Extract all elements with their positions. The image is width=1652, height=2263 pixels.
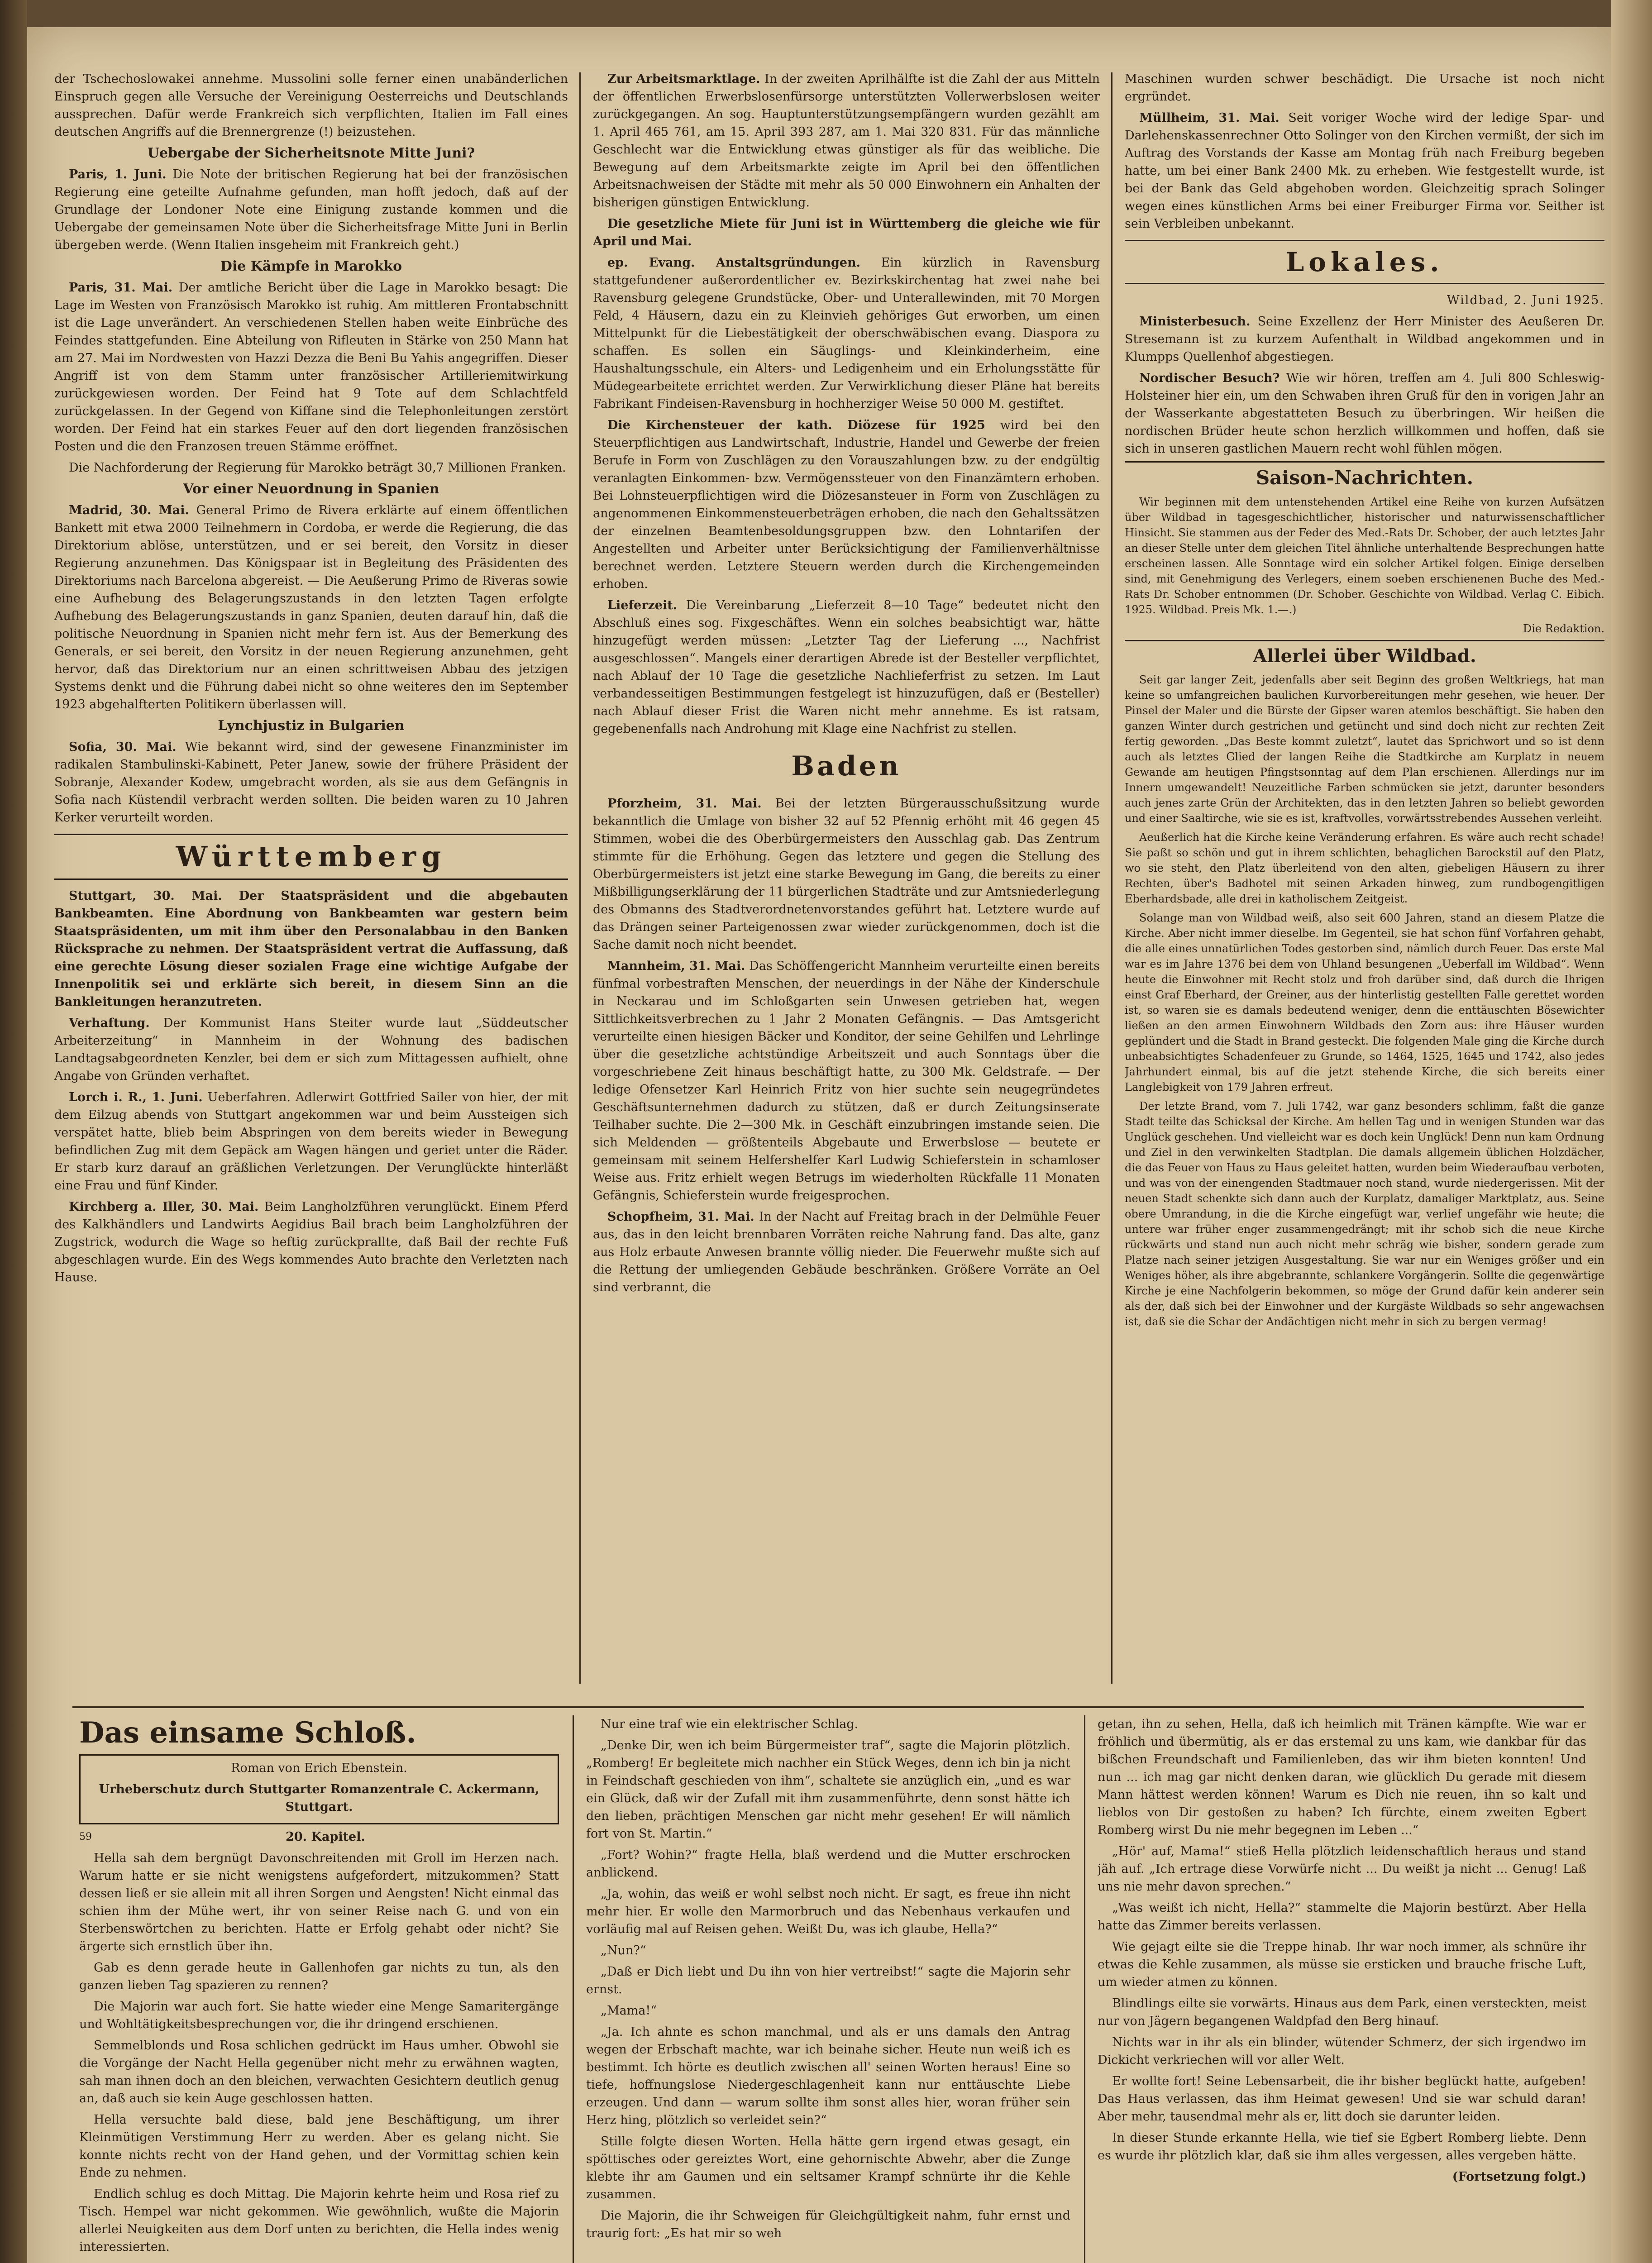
heading-saison: Saison-Nachrichten.: [1125, 461, 1604, 491]
article-schopfheim: Schopfheim, 31. Mai. In der Nacht auf Freitag brach in der Delmühle Feuer aus, das in den leicht brennbaren Vorräten reiche Nahrung fand. Das alte, ganz aus Holz erbaute Anwesen brannte völlig nieder. Die Feuerwehr mußte sich auf die Rettung der umliegenden Gebäude beschränken. Größere Vorräte an Oel sind verbrannt, die: [593, 1210, 1100, 1294]
serial-mid-9: Stille folgte diesen Worten. Hella hätte gern irgend etwas gesagt, ein spöttisches oder gereiztes Wort, eine gehornischte Abwehr, aber die Zunge klebte ihr am Gaumen und ein seltsamer Krampf schnürte ihr die Kehle zusammen.: [586, 2134, 1070, 2201]
serial-divider-1: [573, 1715, 574, 2263]
serial-divider: [72, 1706, 1584, 1708]
heading-marokko: Die Kämpfe in Marokko: [220, 258, 402, 274]
column-2: [593, 70, 1100, 1690]
heading-spanien: Vor einer Neuordnung in Spanien: [183, 481, 439, 497]
article-spanien: Madrid, 30. Mai. General Primo de Rivera erklärte auf einem öffentlichen Bankett mit etwa 2000 Teilnehmern in Cordoba, er werde die Regierung, die das Direktorium ablöse, unterstützen, und er sei bereit, den Vorsitz in dieser Regierung anzunehmen. Das Königspaar ist in Begleitung des Präsidenten des Direktoriums nach Barcelona abgereist. — Die Aeußerung Primo de Riveras sowie eine Aufhebung des Belagerungszustands in den letzten Tagen erfolgte Aufhebung des Belagerungszustands in ganz Spanien, deuten darauf hin, daß die politische Neuordnung in Spanien nicht mehr fern ist. Aus der Bemerkung des Generals, er sei bereit, den Vorsitz in der neuen Regierung anzunehmen, geht hervor, daß das Direktorium nur an einen schrittweisen Abbau des jetzigen Systems denkt und die Führung dabei nicht so ohne weiteres den im September 1923 abgehalfterten Politikern überlassen will.: [54, 503, 568, 711]
article-muellheim: Müllheim, 31. Mai. Seit voriger Woche wird der ledige Spar- und Darlehenskassenrechner Otto Solinger von den Kirchen vermißt, der sich im Auftrag des Vorstands der Kasse am Montag früh nach Freiburg begeben hatte, um bei einer Bank 2400 Mk. zu erheben. Wie festgestellt wurde, ist bei der Bank das Geld abgehoben worden. Gleichzeitig sprach Solinger wegen eines künstlichen Arms bei einer Freiburger Firma vor. Seither ist sein Verbleiben unbekannt.: [1125, 111, 1604, 231]
serial-left-4: Semmelblonds und Rosa schlichen gedrückt im Haus umher. Obwohl sie die Vorgänge der Nacht Hella gegenüber nicht mehr zu erwähnen wagten, sah man ihnen doch an den bleichen, verwachten Gesichtern deutlich genug an, daß auch sie kein Auge geschlossen hatten.: [79, 2039, 559, 2105]
article-continued: Maschinen wurden schwer beschädigt. Die Ursache ist noch nicht ergründet.: [1125, 72, 1604, 104]
book-binding: [0, 0, 27, 2263]
article-mannheim: Mannheim, 31. Mai. Das Schöffengericht Mannheim verurteilte einen bereits fünfmal vorbestraften Menschen, der neuerdings in der Nähe der Kinderschule in Neckarau und im Schloßgarten sein Unwesen getrieben hat, wegen Sittlichkeitsverbrechen zu 1 Jahr 2 Monaten Gefängnis. — Das Amtsgericht verurteilte einen hiesigen Bäcker und Konditor, der seine Gehilfen und Lehrlinge über die gesetzliche achtstündige Arbeitszeit und auch Sonntags über die vorgeschriebene Zeit hinaus beschäftigt hatte, zu 300 Mk. Geldstrafe. — Der ledige Ofensetzer Karl Heinrich Fritz von hier suchte sein neugegründetes Geschäftsunternehmen dadurch zu stützen, daß er durch Zeitungsinserate Teilhaber suchte. Die 2—300 Mk. in Geschäft einzubringen imstande seien. Die sich Meldenden — größtenteils Abgebaute und Erwerbslose — beutete er gemeinsam mit seinem Helfershelfer Karl Ludwig Schieferstein in schamloser Weise aus. Fritz erhielt wegen Betrugs im wiederholten Rückfalle 11 Monaten Gefängnis, Schieferstein wurde freigesprochen.: [593, 959, 1100, 1203]
newspaper-page: [27, 27, 1611, 2263]
wildbad-para-2: Aeußerlich hat die Kirche keine Veränderung erfahren. Es wäre auch recht schade! Sie paßt so schön und gut in ihrem schlichten, behaglichen Barockstil auf den Platz, wo sie steht, den Platz überleitend von den alten, giebeligen Häusern zu ihrer Rechten, über's Badhotel mit seinen Arkaden hinweg, zum rundbogengitligen Eberhardsbade, alle drei in katholischem Zeitgeist.: [1125, 831, 1604, 905]
article-nordischer-besuch: Nordischer Besuch? Wie wir hören, treffen am 4. Juli 800 Schleswig-Holsteiner hier ein, um den Schwaben ihren Gruß für den in vorigen Jahr an der Wasserkante abgestatteten Besuch zu überbringen. Wir heißen die nordischen Brüder heute schon herzlich willkommen und hoffen, daß sie sich in unseren gastlichen Mauern recht wohl fühlen mögen.: [1125, 371, 1604, 456]
serial-left-3: Die Majorin war auch fort. Sie hatte wieder eine Menge Samaritergänge und Wohltätigkeitsbesprechungen vor, die ihr dringend erschienen.: [79, 2000, 559, 2031]
serial-right-4: Wie gejagt eilte sie die Treppe hinab. Ihr war noch immer, als schnüre ihr etwas die Kehle zusammen, als müsse sie ersticken und brauche frische Luft, um wieder atmen zu können.: [1098, 1940, 1586, 1989]
serial-mid-1: Nur eine traf wie ein elektrischer Schlag.: [601, 1717, 859, 1731]
column-1: [54, 70, 568, 1690]
serial-mid-7: „Mama!“: [601, 2004, 657, 2018]
wildbad-para-3: Solange man von Wildbad weiß, also seit 600 Jahren, stand an diesem Platze die Kirche. Aber nicht immer dieselbe. Im Gegenteil, sie hat schon fünf Vorfahren gehabt, die alle eines unnatürlichen Todes gestorben sind, nämlich durch Feuer. Das erste Mal war es im Jahre 1376 bei dem von Uhland besungenen „Ueberfall im Wildbad“. Wenn heute die Einwohner mit Recht stolz und froh darüber sind, daß durch die Ihrigen einst Graf Eberhard, der Greiner, aus der hinterlistig gestellten Falle gerettet worden ist, so waren sie es damals bedeutend weniger, denn die enttäuschten Bösewichter ließen an den armen Einwohnern Wildbads den Zorn aus: ihre Häuser wurden geplündert und die Stadt in Brand gesteckt. Die folgenden Male ging die Kirche durch unbeabsichtigtes Schadenfeuer zu Grunde, so 1464, 1525, 1645 und 1742, also jedes Jahrhundert einmal, bis auf die jetzt stehende Kirche, die sich bereits einer Langlebigkeit von 179 Jahren erfreut.: [1125, 912, 1604, 1093]
serial-mid-5: „Nun?“: [601, 1943, 646, 1957]
serial-number: 59: [79, 1831, 92, 1843]
serial-continuation: (Fortsetzung folgt.): [1452, 2170, 1586, 2184]
serial-right-8: In dieser Stunde erkannte Hella, wie tief sie Egbert Romberg liebte. Denn es wurde ihr plötzlich klar, daß sie ihm alles vergessen, alles vergeben hätte.: [1098, 2131, 1586, 2163]
dateline: Wildbad, 2. Juni 1925.: [1447, 293, 1604, 307]
serial-col-2: [586, 1715, 1070, 2263]
section-wuerttemberg: Württemberg: [54, 834, 568, 880]
serial-mid-8: „Ja. Ich ahnte es schon manchmal, und als er uns damals den Antrag wegen der Erbschaft machte, war ich beinahe sicher. Heute nun weiß ich es bestimmt. Ich hörte es deutlich zwischen all' seinen Worten heraus! Eine so tiefe, hoffnungslose Niedergeschlagenheit kann nur enttäuschte Liebe erzeugen. Und dann — warum sollte ihm sonst alles hier, woran früher sein Herz hing, plötzlich so verleidet sein?“: [586, 2025, 1070, 2127]
heading-sicherheitsnote: Uebergabe der Sicherheitsnote Mitte Juni?: [147, 145, 475, 161]
heading-bulgarien: Lynchjustiz in Bulgarien: [218, 718, 405, 734]
editor-note: Wir beginnen mit dem untenstehenden Artikel eine Reihe von kurzen Aufsätzen über Wildbad in tagesgeschichtlicher, historischer und naturwissenschaftlicher Hinsicht. Sie stammen aus der Feder des Med.-Rats Dr. Schober, der auch letztes Jahr an dieser Stelle unter dem gleichen Titel ähnliche unterhaltende Besprechungen hatte erscheinen lassen. Alle Sonntage wird ein solcher Artikel folgen. Einige derselben sind, mit Genehmigung des Verlegers, einem soeben erschienenen Buche des Med.-Rats Dr. Schober entnommen (Dr. Schober. Geschichte von Wildbad. Verlag C. Eibich. 1925. Wildbad. Preis Mk. 1.—.): [1125, 496, 1604, 616]
article-miete: Die gesetzliche Miete für Juni ist in Württemberg die gleiche wie für April und Mai.: [593, 217, 1100, 248]
serial-mid-2: „Denke Dir, wen ich beim Bürgermeister traf“, sagte die Majorin plötzlich. „Romberg! Er begleitete mich nachher ein Stück Weges, denn ich bin ja nicht in Feindschaft geschieden von ihm“, schaltete sie anzüglich ein, „und es war ein Glück, daß wir der Zufall mit ihm zusammenführte, denn sonst hätte ich den lieben, prächtigen Menschen gar nicht mehr gesehen! Er will nämlich fort von St. Martin.“: [586, 1738, 1070, 1841]
article-marokko-b: Die Nachforderung der Regierung für Marokko beträgt 30,7 Millionen Franken.: [69, 461, 566, 475]
article-stuttgart: Stuttgart, 30. Mai. Der Staatspräsident und die abgebauten Bankbeamten. Eine Abordnung von Bankbeamten war gestern beim Staatspräsidenten, um mit ihm über den Personalabbau in den Banken Rücksprache zu nehmen. Der Staatspräsident vertrat die Auffassung, daß eine gerechte Lösung dieser sozialen Frage eine wichtige Aufgabe der Innenpolitik sei und erklärte sich bereit, in diesem Sinn an die Bankleitungen heranzutreten.: [54, 889, 568, 1009]
serial-left-5: Hella versuchte bald diese, bald jene Beschäftigung, um ihrer Kleinmütigen Verstimmung Herr zu werden. Aber es gelang nicht. Sie konnte nichts recht von der Hand gehen, und der Vormittag schien kein Ende zu nehmen.: [79, 2113, 559, 2180]
serial-right-3: „Was weißt ich nicht, Hella?“ stammelte die Majorin bestürzt. Aber Hella hatte das Zimmer bereits verlassen.: [1098, 1901, 1586, 1933]
serial-right-7: Er wollte fort! Seine Lebensarbeit, die ihr bisher beglückt hatte, aufgeben! Das Haus verlassen, das ihm Heimat gewesen! Und sie war schuld daran! Aber mehr, tausendmal mehr als er, litt doch sie darunter leiden.: [1098, 2074, 1586, 2124]
article-lieferzeit: Lieferzeit. Die Vereinbarung „Lieferzeit 8—10 Tage“ bedeutet nicht den Abschluß eines sog. Fixgeschäftes. Wenn ein solches beabsichtigt war, hätte hinzugefügt werden müssen: „Letzter Tag der Lieferung ..., Nachfrist ausgeschlossen“. Mangels einer derartigen Abrede ist der Besteller verpflichtet, nach Ablauf der 10 Tage die gesetzliche Nachlieferfrist zu setzen. Im Laut verbandesseitigen Bestimmungen festgelegt ist hinzuzufügen, daß er (Besteller) nach Ablauf dieser Frist die Waren nicht mehr annehme. Es ist ratsam, gegebenenfalls nach Androhung mit Klage eine Nachfrist zu stellen.: [593, 598, 1100, 736]
article-pforzheim: Pforzheim, 31. Mai. Bei der letzten Bürgerausschußsitzung wurde bekanntlich die Umlage von bisher 32 auf 52 Pfennig erhöht mit 46 gegen 45 Stimmen, wobei die des Oberbürgermeisters den Ausschlag gab. Das Zentrum stimmte für die Erhöhung. Gegen das letztere und gegen die Stellung des Oberbürgermeisters ist jetzt eine starke Bewegung im Gang, die bereits zu einer Mißbilligungserklärung der 11 bürgerlichen Stadträte und zur Amtsniederlegung des Obmanns des Stadtverordnetenvorstandes geführt hat. Letztere wurde auf das Drängen seiner Parteigenossen zwar wieder zurückgenommen, doch ist die Sache damit noch nicht beendet.: [593, 797, 1100, 952]
column-divider-1: [579, 72, 581, 1684]
intro-text: der Tschechoslowakei annehme. Mussolini solle ferner einen unabänderlichen Einspruch gegen alle Versuche der Vereinigung Oesterreichs und Deutschlands aussprechen. Dafür werde Frankreich sich verpflichten, Italien im Fall eines deutschen Angriffs auf die Brennergrenze (!) beizustehen.: [54, 72, 568, 139]
serial-mid-6: „Daß er Dich liebt und Du ihn von hier vertreibst!“ sagte die Majorin sehr ernst.: [586, 1965, 1070, 1996]
editor-signature: Die Redaktion.: [1523, 622, 1604, 635]
serial-col-1: [79, 1715, 559, 2263]
serial-mid-10: Die Majorin, die ihr Schweigen für Gleichgültigkeit nahm, fuhr ernst und traurig fort: „Es hat mir so weh: [586, 2209, 1070, 2240]
serial-right-2: „Hör' auf, Mama!“ stieß Hella plötzlich leidenschaftlich heraus und stand jäh auf. „Ich ertrage diese Vorwürfe nicht ... Du weißt ja nicht ... Genug! Laß uns nie mehr davon sprechen.“: [1098, 1844, 1586, 1894]
wildbad-para-1: Seit gar langer Zeit, jedenfalls aber seit Beginn des großen Weltkriegs, hat man keine so umfangreichen baulichen Kurvorbereitungen mehr gesehen, wie heuer. Der Pinsel der Maler und die Bürste der Gipser waren atemlos beschäftigt. Sie haben den ganzen Winter durch gestrichen und getüncht und sind doch nicht zur rechten Zeit fertig geworden. „Das Beste kommt zuletzt“, lautet das Sprichwort und so ist denn auch als letztes Glied der langen Reihe die Stadtkirche am Kurplatz in neuem Gewande am heutigen Pfingstsonntag auf dem Plan erschienen. Allerdings nur im Innern umgewandelt! Neuzeitliche Farben schmücken sie jetzt, darunter besonders auch jenes zarte Grün der Architekten, das in den letzten Jahren so beliebt geworden und einer Saaltirche, wie sie es ist, kraftvolles, vorwärtsstrebendes Aussehen verleiht.: [1125, 673, 1604, 825]
serial-left-1: Hella sah dem bergnügt Davonschreitenden mit Groll im Herzen nach. Warum hatte er sie nicht wenigstens aufgefordert, mitzukommen? Statt dessen ließ er sie allein mit all ihren Sorgen und Aengsten! Nicht einmal das schien ihm der Mühe wert, ihr von seiner Reise nach G. und von ein Sterbenswörtchen zu berichten. Hatte er Erfolg gehabt oder nicht? Sie ärgerte sich ernstlich über ihn.: [79, 1851, 559, 1953]
section-lokales: Lokales.: [1125, 240, 1604, 284]
serial-divider-2: [1084, 1715, 1085, 2263]
serial-right-1: getan, ihn zu sehen, Hella, daß ich heimlich mit Tränen kämpfte. Wie war er fröhlich und übermütig, als er das erstemal zu uns kam, wie dankbar für das bißchen Freundschaft und Familienleben, das wir ihm bieten konnten! Und nun ... ich mag gar nicht denken daran, wie glücklich Du gerade mit diesem Mann hättest werden können! Warum es Dich nie reuen, ihn so kalt und lieblos von Dir gestoßen zu haben? Ich fürchte, einem zweiten Egbert Romberg wirst Du nie mehr begegnen im Leben ...“: [1098, 1717, 1586, 1837]
article-anstalten: ep. Evang. Anstaltsgründungen. Ein kürzlich in Ravensburg stattgefundener außerordentlicher ev. Bezirkskirchentag hat zwei nahe bei Ravensburg gelegene Grundstücke, Ober- und Unterallewinden, mit 70 Morgen Feld, 4 Häusern, dazu ein zu Kleinvieh gehöriges Gut erworben, um einen Mittelpunkt für die Liebestätigkeit der oberschwäbischen evang. Diaspora zu schaffen. Es sollen ein Säuglings- und Kleinkinderheim, eine Haushaltungsschule, ein Alters- und Ledigenheim und ein Erholungsstätte für Müdegearbeitete errichtet werden. Zur Verwirklichung dieser Pläne hat bereits Fabrikant Findeisen-Ravensburg in hochherziger Weise 50 000 M. gestiftet.: [593, 256, 1100, 411]
serial-left-2: Gab es denn gerade heute in Gallenhofen gar nichts zu tun, als den ganzen lieben Tag spazieren zu rennen?: [79, 1961, 559, 1992]
serial-title: Das einsame Schloß.: [79, 1716, 416, 1750]
article-kirchensteuer: Die Kirchensteuer der kath. Diözese für 1925 wird bei den Steuerpflichtigen aus Landwirtschaft, Industrie, Handel und Gewerbe der freien Berufe in Form von Zuschlägen zu den Vorauszahlungen bzw. zu der endgültig veranlagten Einkommen- bzw. Vermögenssteuer von den Finanzämtern erhoben. Bei Lohnsteuerpflichtigen wird die Diözesansteuer in Form von Zuschlägen zu angenommenen Einkommensteuerbeträgen erhoben, die nach den Gehaltssätzen der einzelnen Beamtenbesoldungsgruppen bzw. den Lohntarifen der Angestellten und Arbeiter unter Berücksichtigung der Familienverhältnisse berechnet werden. Letztere Steuern werden durch die Kirchengemeinden erhoben.: [593, 418, 1100, 591]
article-bulgarien: Sofia, 30. Mai. Wie bekannt wird, sind der gewesene Finanzminister im radikalen Stambulinski-Kabinett, Peter Janew, sowie der frühere Präsident der Sobranje, Alexander Kodew, umgebracht worden, als sie aus dem Gefängnis in Sofia nach Küstendil verbracht werden sollten. Die beiden waren zu 10 Jahren Kerker verurteilt worden.: [54, 740, 568, 825]
article-marokko: Paris, 31. Mai. Der amtliche Bericht über die Lage in Marokko besagt: Die Lage im Westen von Französisch Marokko ist ruhig. Am mittleren Frontabschnitt ist die Lage unverändert. An verschiedenen Stellen haben weite Einbrüche des Feindes stattgefunden. Eine Abteilung von Rifleuten in Stärke von 250 Mann hat am 27. Mai im Nordwesten von Hazzi Dezza die Beni Bu Yahis angegriffen. Dieser Angriff ist von dem Stamm unter französischer Artilleriemitwirkung zurückgewiesen worden. Der Feind hat 9 Tote auf dem Schlachtfeld zurückgelassen. In der Gegend von Kiffane sind die Telephonleitungen zerstört worden. Der Feind hat ein starkes Feuer auf den dort liegenden französischen Posten und die den Franzosen treuen Stämme eröffnet.: [54, 281, 568, 454]
article-kirchberg: Kirchberg a. Iller, 30. Mai. Beim Langholzführen verunglückt. Einem Pferd des Kalkhändlers und Landwirts Aegidius Bail brach beim Langholzführen der Zugstrick, wodurch die Wage so heftig zurückprallte, daß Bail der rechte Fuß abgeschlagen wurde. Ein des Wegs kommendes Auto brachte den Verletzten nach Hause.: [54, 1200, 568, 1284]
serial-copyright: Urheberschutz durch Stuttgarter Romanzentrale C. Ackermann, Stuttgart.: [99, 1782, 540, 1814]
article-ministerbesuch: Ministerbesuch. Seine Exzellenz der Herr Minister des Aeußeren Dr. Stresemann ist zu kurzem Aufenthalt in Wildbad angekommen und in Klumpps Quellenhof abgestiegen.: [1125, 315, 1604, 364]
serial-subtitle: Roman von Erich Ebenstein.: [231, 1761, 407, 1775]
serial-right-6: Nichts war in ihr als ein blinder, wütender Schmerz, der sich irgendwo im Dickicht verkriechen will vor aller Welt.: [1098, 2035, 1586, 2067]
serial-right-5: Blindlings eilte sie vorwärts. Hinaus aus dem Park, einen versteckten, meist nur von Jägern begangenen Waldpfad den Berg hinauf.: [1098, 1996, 1586, 2028]
serial-chapter: 59 20. Kapitel.: [79, 1828, 559, 1846]
article-paris-note: Paris, 1. Juni. Die Note der britischen Regierung hat bei der französischen Regierung eine geteilte Aufnahme gefunden, man hofft jedoch, daß auf der Grundlage der Londoner Note eine Einigung zustande kommen und die Uebergabe der gemeinsamen Note über die Sicherheitsfrage Mitte Juni in Berlin übergeben werde. (Wenn Italien insgeheim mit Frankreich geht.): [54, 167, 568, 252]
article-verhaftung: Verhaftung. Der Kommunist Hans Steiter wurde laut „Süddeutscher Arbeiterzeitung“ in Mannheim in der Wohnung des badischen Landtagsabgeordneten Kenzler, bei dem er sich zum Mittagessen aufhielt, ohne Angabe von Gründen verhaftet.: [54, 1016, 568, 1083]
wildbad-para-4: Der letzte Brand, vom 7. Juli 1742, war ganz besonders schlimm, faßt die ganze Stadt teilte das Schicksal der Kirche. Am hellen Tag und in wenigen Stunden war das Unglück geschehen. Und vielleicht war es doch kein Unglück! Denn nun kam Ordnung und Ziel in den verwinkelten Stadtplan. Die damals allgemein üblichen Holzdächer, die das Feuer von Haus zu Haus geleitet hatten, wurden beim Wiederaufbau verboten, und was von der einengenden Stadtmauer noch stand, wurde niedergerissen. Mit der neuen Stadt schenkte sich dann auch der Kurplatz, damaliger Marktplatz, aus. Seine obere Umrandung, in die die Kirche eingefügt war, verlief ungefähr wie heute; die untere war früher enger zusammengedrängt; mit ihr schob sich die neue Kirche rückwärts und stand nun auch nicht mehr schräg wie bisher, sondern gerade zum Platze nach seiner jetzigen Ausgestaltung. Sie war nur ein Weniges größer und ein Weniges höher, als ihre abgebrannte, schlankere Vorgängerin. Sollte die gegenwärtige Kirche je eine Nachfolgerin bekommen, so möge der Grund dafür kein anderer sein als der, daß sich bei der Einwohner und der Kurgäste Wildbads so sehr angewachsen ist, daß sie die Schar der Andächtigen nicht mehr in sich zu bergen vermag!: [1125, 1100, 1604, 1328]
section-baden: Baden: [791, 750, 902, 782]
heading-allerlei: Allerlei über Wildbad.: [1125, 640, 1604, 668]
article-arbeitsmarkt: Zur Arbeitsmarktlage. In der zweiten Aprilhälfte ist die Zahl der aus Mitteln der öffentlichen Erwerbslosenfürsorge unterstützten Vollerwerbslosen weiter zurückgegangen. An sog. Hauptunterstützungsempfängern wurden gezählt am 1. April 465 761, am 15. April 393 287, am 1. Mai 320 831. Für das männliche Geschlecht war die Entwicklung etwas günstiger als für das weibliche. Die Bewegung auf dem Arbeitsmarkte zeigte im April bei den öffentlichen Arbeitsnachweisen der Städte mit mehr als 50 000 Einwohnern ein Anhalten der bisherigen günstigen Entwicklung.: [593, 72, 1100, 210]
serial-col-3: [1098, 1715, 1586, 2263]
serial-mid-4: „Ja, wohin, das weiß er wohl selbst noch nicht. Er sagt, es freue ihn nicht mehr hier. Er wolle den Marmorbruch und das Nebenhaus verkaufen und vorläufig mal auf Reisen gehen. Weißt Du, was ich glaube, Hella?“: [586, 1887, 1070, 1936]
article-lorch: Lorch i. R., 1. Juni. Ueberfahren. Adlerwirt Gottfried Sailer von hier, der mit dem Eilzug abends von Stuttgart angekommen war und beim Aussteigen sich verspätet hatte, blieb beim Abspringen von dem bereits wieder in Bewegung befindlichen Zug mit dem Gepäck am Wagen hängen und geriet unter die Räder. Er starb kurz darauf an gräßlichen Verletzungen. Der Verunglückte hinterläßt eine Frau und fünf Kinder.: [54, 1090, 568, 1193]
serial-left-6: Endlich schlug es doch Mittag. Die Majorin kehrte heim und Rosa rief zu Tisch. Hempel war nicht gekommen. Wie gewöhnlich, wußte die Majorin allerlei Neuigkeiten aus dem Dorf unten zu berichten, die Hella indes wenig interessierten.: [79, 2187, 559, 2254]
serial-mid-3: „Fort? Wohin?“ fragte Hella, blaß werdend und die Mutter erschrocken anblickend.: [586, 1848, 1070, 1880]
column-3: [1125, 70, 1604, 1690]
page-edge: [1611, 0, 1652, 2263]
serial-credits: [79, 1754, 559, 1824]
column-divider-2: [1111, 72, 1112, 1684]
